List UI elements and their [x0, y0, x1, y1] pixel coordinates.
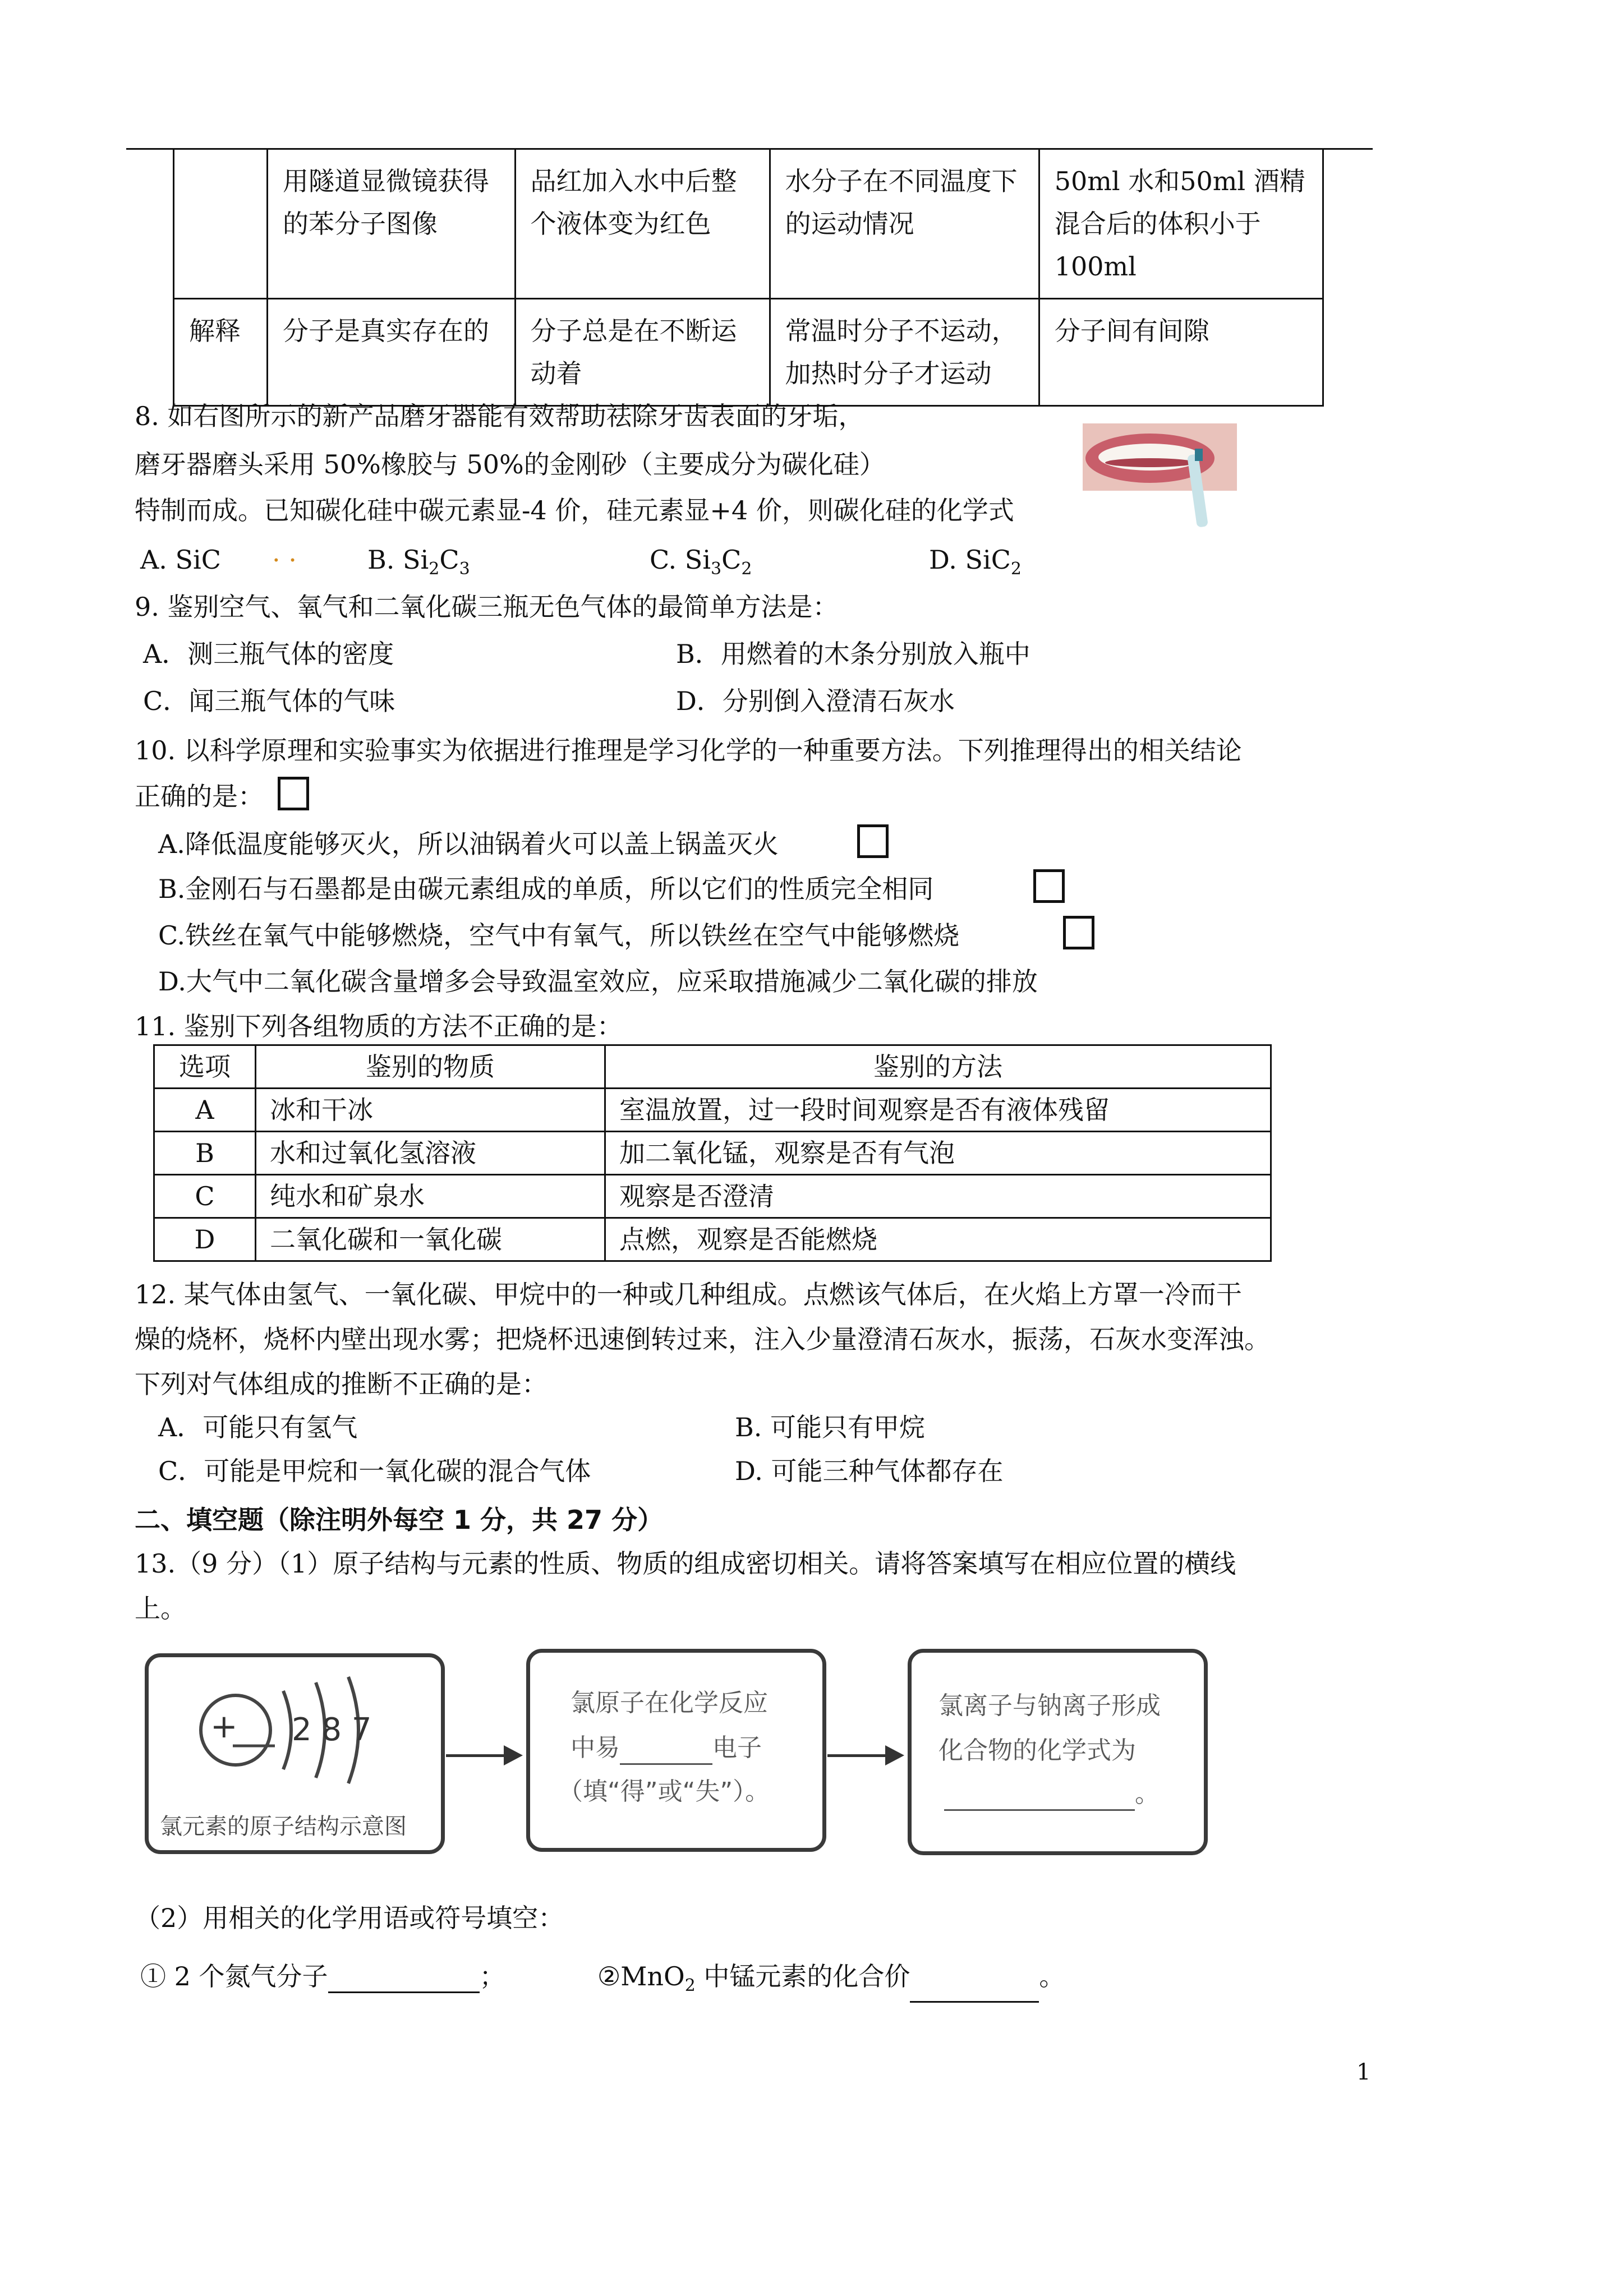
q12-line2: 燥的烧杯，烧杯内壁出现水雾；把烧杯迅速倒转过来，注入少量澄清石灰水，振荡，石灰水变浑浊。	[135, 1324, 1270, 1354]
reaction-box	[526, 1649, 826, 1852]
q13-item1	[140, 1960, 505, 1993]
table-cell: 用隧道显微镜获得的苯分子图像	[268, 149, 516, 299]
table-row	[154, 1218, 1271, 1261]
table-cell: 品红加入水中后整个液体变为红色	[515, 149, 770, 299]
table-cell: 50ml 水和50ml 酒精混合后的体积小于100ml	[1039, 149, 1323, 299]
nucleus-plus: +	[210, 1707, 238, 1745]
table-cell: A	[154, 1089, 256, 1132]
q13-sub2: （2）用相关的化学用语或符号填空：	[135, 1903, 564, 1933]
table-header: 选项	[154, 1045, 256, 1089]
q12-option-a: A．可能只有氢气	[158, 1412, 358, 1442]
table-row	[154, 1132, 1271, 1175]
q13-line2: 上。	[135, 1593, 186, 1624]
q8-option-d: D. SiC$_2$	[929, 545, 1022, 579]
q11-stem: 11. 鉴别下列各组物质的方法不正确的是：	[135, 1011, 623, 1041]
answer-blank[interactable]	[328, 1965, 480, 1993]
answer-blank[interactable]	[910, 1974, 1039, 2003]
table-row	[174, 149, 1323, 299]
q9-option-b: B．用燃着的木条分别放入瓶中	[676, 639, 1030, 669]
flow-arrow	[827, 1754, 889, 1757]
q13-line1: 13.（9 分）（1）原子结构与元素的性质、物质的组成密切相关。请将答案填写在相应位置的横线	[135, 1548, 1236, 1579]
table-cell	[174, 149, 268, 299]
table-row	[174, 299, 1323, 406]
q10-option-a: A.降低温度能够灭火，所以油锅着火可以盖上锅盖灭火	[158, 829, 779, 859]
table-cell: 加二氧化锰，观察是否有气泡	[605, 1132, 1271, 1175]
identification-table	[153, 1044, 1272, 1262]
table-cell: 常温时分子不运动，加热时分子才运动	[770, 299, 1039, 406]
box2-line3: （填“得”或“失”）。	[558, 1777, 770, 1806]
box3-end: 。	[1135, 1779, 1160, 1808]
answer-box	[1063, 916, 1094, 949]
flow-arrow	[446, 1754, 508, 1757]
molecule-table	[173, 148, 1324, 407]
flow-arrowhead	[885, 1745, 904, 1765]
electron-numbers: 2 8 7	[292, 1712, 372, 1748]
q10-line1: 10. 以科学原理和实验事实为依据进行推理是学习化学的一种重要方法。下列推理得出的相关结论	[135, 735, 1242, 766]
table-cell: 冰和干冰	[256, 1089, 605, 1132]
item2-end: 。	[1039, 1961, 1065, 1991]
box2-line2	[571, 1731, 762, 1765]
table-cell: 分子间有间隙	[1039, 299, 1323, 406]
table-row	[154, 1089, 1271, 1132]
q8-option-b: B. $Si_2C_3$	[367, 545, 470, 579]
q10-option-c: C.铁丝在氧气中能够燃烧，空气中有氧气，所以铁丝在空气中能够燃烧	[158, 920, 960, 951]
answer-blank[interactable]	[620, 1736, 712, 1765]
q12-line1: 12. 某气体由氢气、一氧化碳、甲烷中的一种或几种组成。点燃该气体后，在火焰上方罩一冷而干	[135, 1279, 1242, 1310]
answer-blank[interactable]	[944, 1782, 1135, 1811]
table-cell: 观察是否澄清	[605, 1175, 1271, 1218]
table-cell: 点燃，观察是否能燃烧	[605, 1218, 1271, 1261]
q8-line1: 8. 如右图所示的新产品磨牙器能有效帮助祛除牙齿表面的牙垢，	[135, 401, 864, 431]
table-header: 鉴别的方法	[605, 1045, 1271, 1089]
box3-line2: 化合物的化学式为	[938, 1736, 1136, 1765]
table-header: 鉴别的物质	[256, 1045, 605, 1089]
table-cell: 解释	[174, 299, 268, 406]
q10-option-d: D.大气中二氧化碳含量增多会导致温室效应，应采取措施减少二氧化碳的排放	[158, 966, 1038, 997]
box2-line2-end: 电子	[712, 1733, 762, 1762]
flow-arrowhead	[504, 1745, 523, 1765]
q8-line2: 磨牙器磨头采用 50%橡胶与 50%的金刚砂（主要成分为碳化硅）	[135, 449, 885, 480]
q12-option-d: D. 可能三种气体都存在	[735, 1456, 1004, 1486]
q8-option-a: A. SiC	[140, 545, 221, 575]
q8-option-c: C. $Si_3C_2$	[650, 545, 752, 579]
item1-label: ① 2 个氮气分子	[140, 1961, 328, 1991]
q9-option-c: C．闻三瓶气体的气味	[143, 686, 395, 716]
page-number: 1	[1356, 2059, 1371, 2085]
box3-line1: 氯离子与钠离子形成	[938, 1691, 1161, 1720]
answer-box	[278, 777, 309, 810]
item1-end: ；	[479, 1961, 505, 1991]
table-cell: B	[154, 1132, 256, 1175]
box3-line3	[944, 1777, 1160, 1811]
table-cell: 分子是真实存在的	[268, 299, 516, 406]
section-title: 二、填空题（除注明外每空 1 分，共 27 分）	[135, 1505, 664, 1535]
atom-caption: 氯元素的原子结构示意图	[160, 1814, 407, 1839]
emphasis-dots: . .	[272, 537, 297, 568]
table-cell: 二氧化碳和一氧化碳	[256, 1218, 605, 1261]
q8-line3: 特制而成。已知碳化硅中碳元素显-4 价，硅元素显+4 价，则碳化硅的化学式	[135, 495, 1014, 525]
q12-option-b: B. 可能只有甲烷	[735, 1412, 926, 1442]
q12-option-c: C．可能是甲烷和一氧化碳的混合气体	[158, 1456, 591, 1486]
compound-box	[908, 1649, 1208, 1855]
atom-structure-box	[145, 1653, 445, 1854]
answer-box	[1033, 869, 1065, 903]
table-row	[154, 1175, 1271, 1218]
q9-option-d: D．分别倒入澄清石灰水	[676, 686, 955, 716]
teeth-grinder-photo	[1083, 423, 1237, 527]
table-cell: 分子总是在不断运动着	[515, 299, 770, 406]
table-cell: D	[154, 1218, 256, 1261]
q10-line2: 正确的是：	[135, 781, 264, 812]
table-cell: 水和过氧化氢溶液	[256, 1132, 605, 1175]
q10-option-b: B.金刚石与石墨都是由碳元素组成的单质，所以它们的性质完全相同	[158, 874, 934, 904]
table-cell: C	[154, 1175, 256, 1218]
q12-line3: 下列对气体组成的推断不正确的是：	[135, 1369, 548, 1399]
table-cell: 纯水和矿泉水	[256, 1175, 605, 1218]
answer-box	[857, 824, 889, 858]
table-cell: 室温放置，过一段时间观察是否有液体残留	[605, 1089, 1271, 1132]
table-header-row	[154, 1045, 1271, 1089]
q9-option-a: A．测三瓶气体的密度	[143, 639, 394, 669]
q9-stem: 9. 鉴别空气、氧气和二氧化碳三瓶无色气体的最简单方法是：	[135, 592, 839, 622]
q13-item2: ②MnO$_2$ 中锰元素的化合价 。	[597, 1960, 1065, 2003]
box2-line2-start: 中易	[571, 1733, 620, 1762]
box2-line1: 氯原子在化学反应	[571, 1689, 768, 1717]
table-cell: 水分子在不同温度下的运动情况	[770, 149, 1039, 299]
